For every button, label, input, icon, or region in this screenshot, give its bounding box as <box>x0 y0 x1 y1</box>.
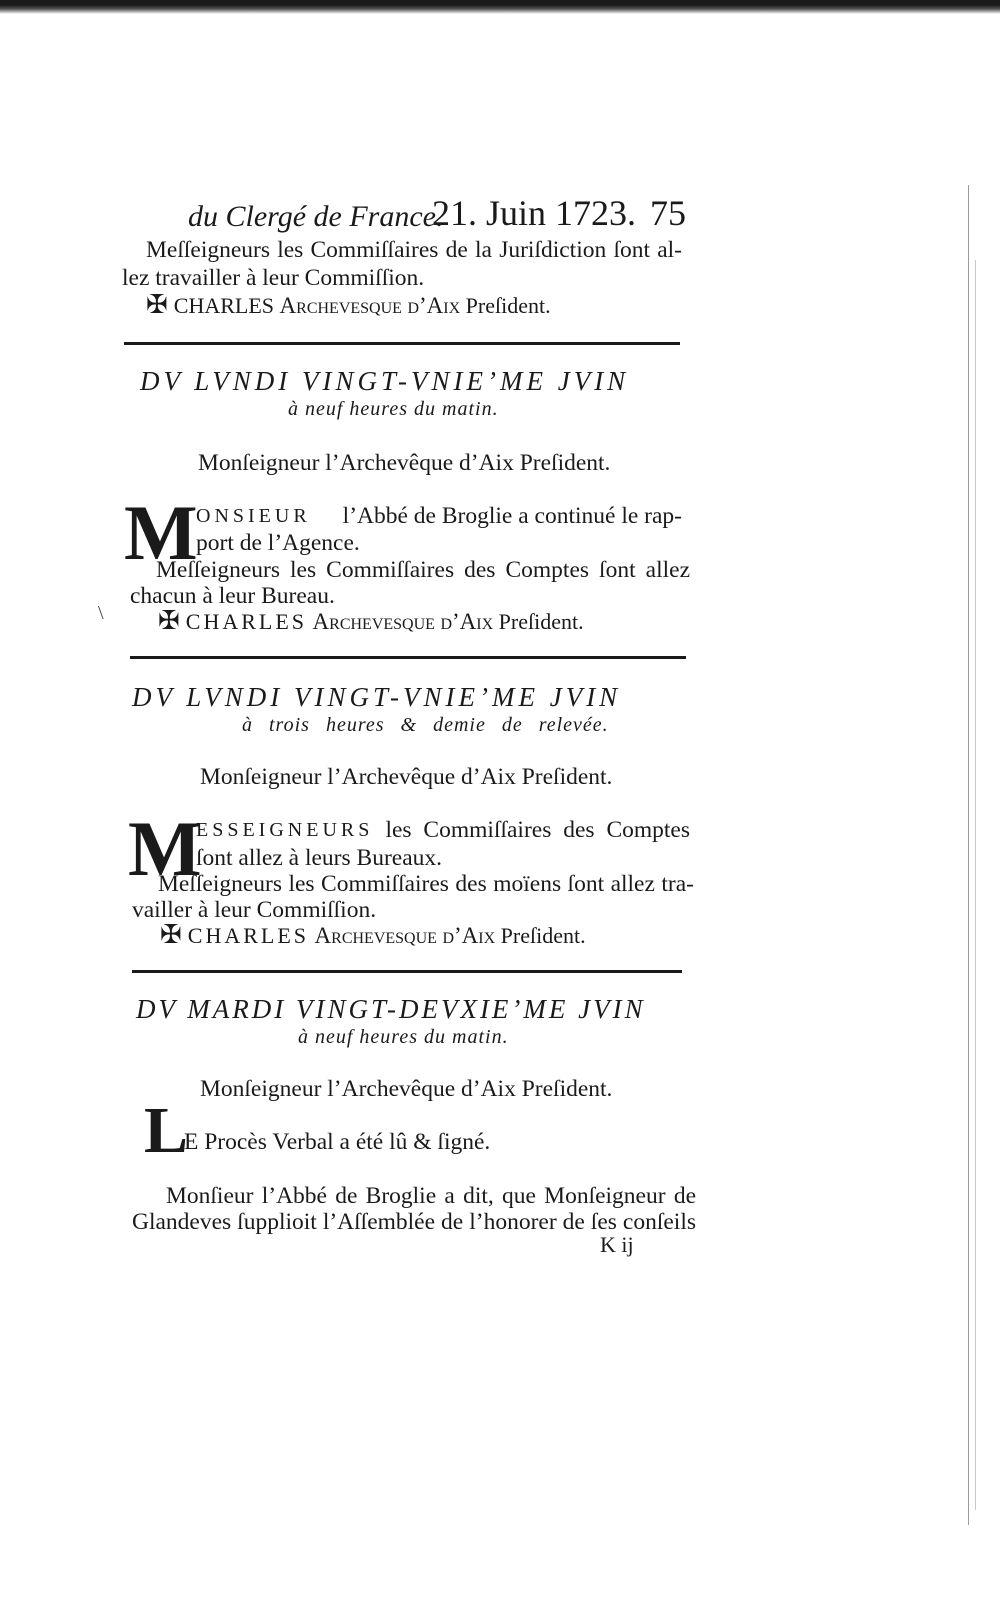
paragraph-text: l’Abbé de Broglie a continué le rap- <box>342 503 682 529</box>
page-top-edge <box>0 0 1000 14</box>
paragraph-text: les Commiſſaires des Comptes <box>385 817 690 843</box>
running-head <box>188 192 698 240</box>
intro-line-2: lez travailler à leur Commiſſion. <box>122 265 425 291</box>
paragraph-line: Monſieur l’Abbé de Broglie a dit, que Monſeigneur de <box>166 1183 696 1209</box>
running-title: du Clergé de France. <box>188 200 444 233</box>
paragraph-line: E Procès Verbal a été lû & ſigné. <box>184 1129 491 1155</box>
running-date: 21. Juin 1723. <box>432 193 637 233</box>
signature-title: Archevesque <box>314 923 437 948</box>
signature-role: Preſident. <box>498 609 584 634</box>
drop-cap: M <box>124 489 198 576</box>
page-right-edge <box>968 185 969 1525</box>
signature-see: d’Aix <box>442 923 496 948</box>
intro-signature <box>146 290 551 320</box>
signature-role: Preſident. <box>500 923 586 948</box>
section-subtitle: à trois heures & demie de relevée. <box>242 714 609 736</box>
section-title: DV MARDI VINGT-DEVXIE’ME JVIN <box>136 994 646 1024</box>
signature-name: CHARLES <box>185 609 308 634</box>
president-line: Monſeigneur l’Archevêque d’Aix Preſident. <box>198 450 611 476</box>
margin-mark: \ <box>98 602 104 624</box>
drop-cap: L <box>144 1094 189 1167</box>
signature-name: CHARLES <box>173 293 275 318</box>
cross-icon: ✠ <box>160 920 182 949</box>
signature-see: d’Aix <box>440 609 494 634</box>
section-subtitle: à neuf heures du matin. <box>288 398 499 420</box>
signature-title: Archevesque <box>312 609 435 634</box>
paragraph-line: ſont allez à leurs Bureaux. <box>196 845 443 871</box>
signature <box>158 606 584 636</box>
paragraph-line <box>196 502 682 530</box>
intro-line-1: Meſſeigneurs les Commiſſaires de la Juriſdiction ſont al- <box>146 237 682 263</box>
page-number: 75 <box>650 193 686 233</box>
page-right-edge-inner <box>975 260 976 1510</box>
signature-title: Archevesque <box>279 293 402 318</box>
cross-icon: ✠ <box>146 290 168 319</box>
signature-see: d’Aix <box>407 293 461 318</box>
paragraph-line: Glandeves ſupplioit l’Aſſemblée de l’honorer de ſes conſeils <box>132 1209 696 1235</box>
section-rule <box>124 342 680 345</box>
section-subtitle: à neuf heures du matin. <box>298 1026 509 1048</box>
small-caps-word: ESSEIGNEURS <box>196 819 374 841</box>
paragraph-line: port de l’Agence. <box>196 530 360 556</box>
cross-icon: ✠ <box>158 606 180 635</box>
signature <box>160 920 586 950</box>
signature-mark: K ij <box>600 1232 634 1257</box>
signature-role: Preſident. <box>465 293 551 318</box>
section-title: DV LVNDI VINGT-VNIE’ME JVIN <box>140 366 630 396</box>
small-caps-word: ONSIEUR <box>196 505 311 527</box>
drop-cap: M <box>128 805 202 892</box>
section-rule <box>130 656 686 659</box>
paragraph-line: Meſſeigneurs les Commiſſaires des Comptes ſont allez <box>156 557 690 583</box>
signature-name: CHARLES <box>187 923 310 948</box>
paragraph-line: chacun à leur Bureau. <box>130 583 335 609</box>
president-line: Monſeigneur l’Archevêque d’Aix Preſident. <box>200 764 613 790</box>
paragraph-line <box>196 816 690 844</box>
paragraph-line: Meſſeigneurs les Commiſſaires des moïens ſont allez tra- <box>158 871 694 897</box>
section-title: DV LVNDI VINGT-VNIE’ME JVIN <box>132 682 622 712</box>
section-rule <box>132 970 682 973</box>
president-line: Monſeigneur l’Archevêque d’Aix Preſident. <box>200 1076 613 1102</box>
paragraph-line: vailler à leur Commiſſion. <box>132 897 377 923</box>
